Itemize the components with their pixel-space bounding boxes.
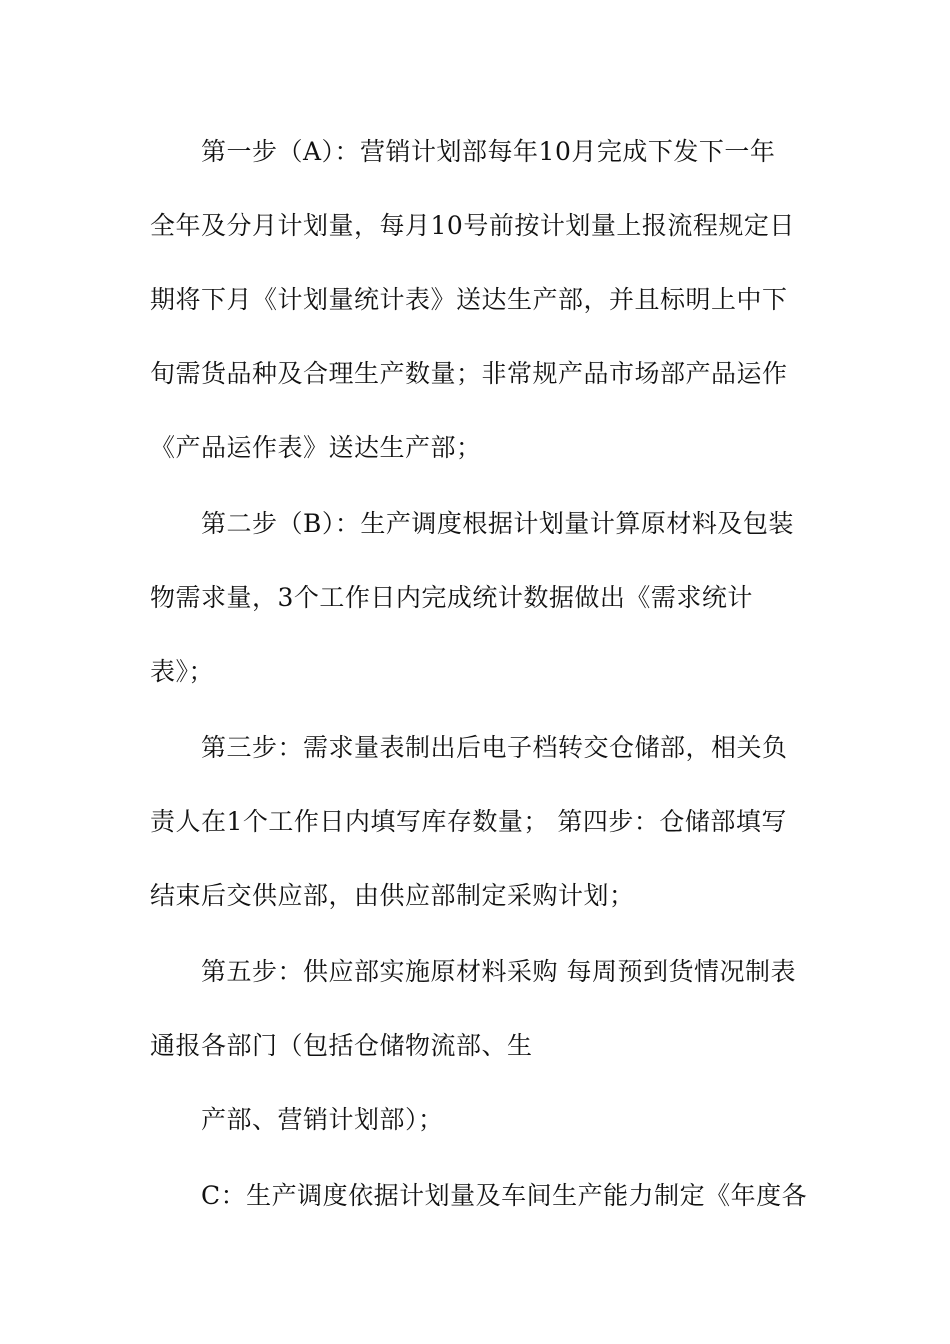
text-line: 第一步（A）：营销计划部每年10月完成下发下一年 (201, 137, 776, 166)
text-line: 全年及分月计划量，每月10号前按计划量上报流程规定日 (150, 211, 795, 240)
text-line: 旬需货品种及合理生产数量；非常规产品市场部产品运作 (150, 359, 788, 388)
text-line: 表》； (150, 657, 215, 686)
text-line: 产部、营销计划部）； (201, 1105, 444, 1134)
text-line: 通报各部门（包括仓储物流部、生 (150, 1031, 533, 1060)
text-line: 第五步：供应部实施原材料采购 每周预到货情况制表 (201, 957, 796, 986)
text-line: 物需求量，3个工作日内完成统计数据做出《需求统计 (150, 583, 753, 612)
text-line: 结束后交供应部，由供应部制定采购计划； (150, 881, 635, 910)
text-line: 期将下月《计划量统计表》送达生产部，并且标明上中下 (150, 285, 788, 314)
text-line: 第三步：需求量表制出后电子档转交仓储部，相关负 (201, 733, 788, 762)
text-line: C：生产调度依据计划量及车间生产能力制定《年度各 (201, 1181, 808, 1210)
text-line: 《产品运作表》送达生产部； (150, 433, 482, 462)
text-line: 责人在1个工作日内填写库存数量； 第四步：仓储部填写 (150, 807, 787, 836)
text-line: 第二步（B）：生产调度根据计划量计算原材料及包装 (201, 509, 794, 538)
